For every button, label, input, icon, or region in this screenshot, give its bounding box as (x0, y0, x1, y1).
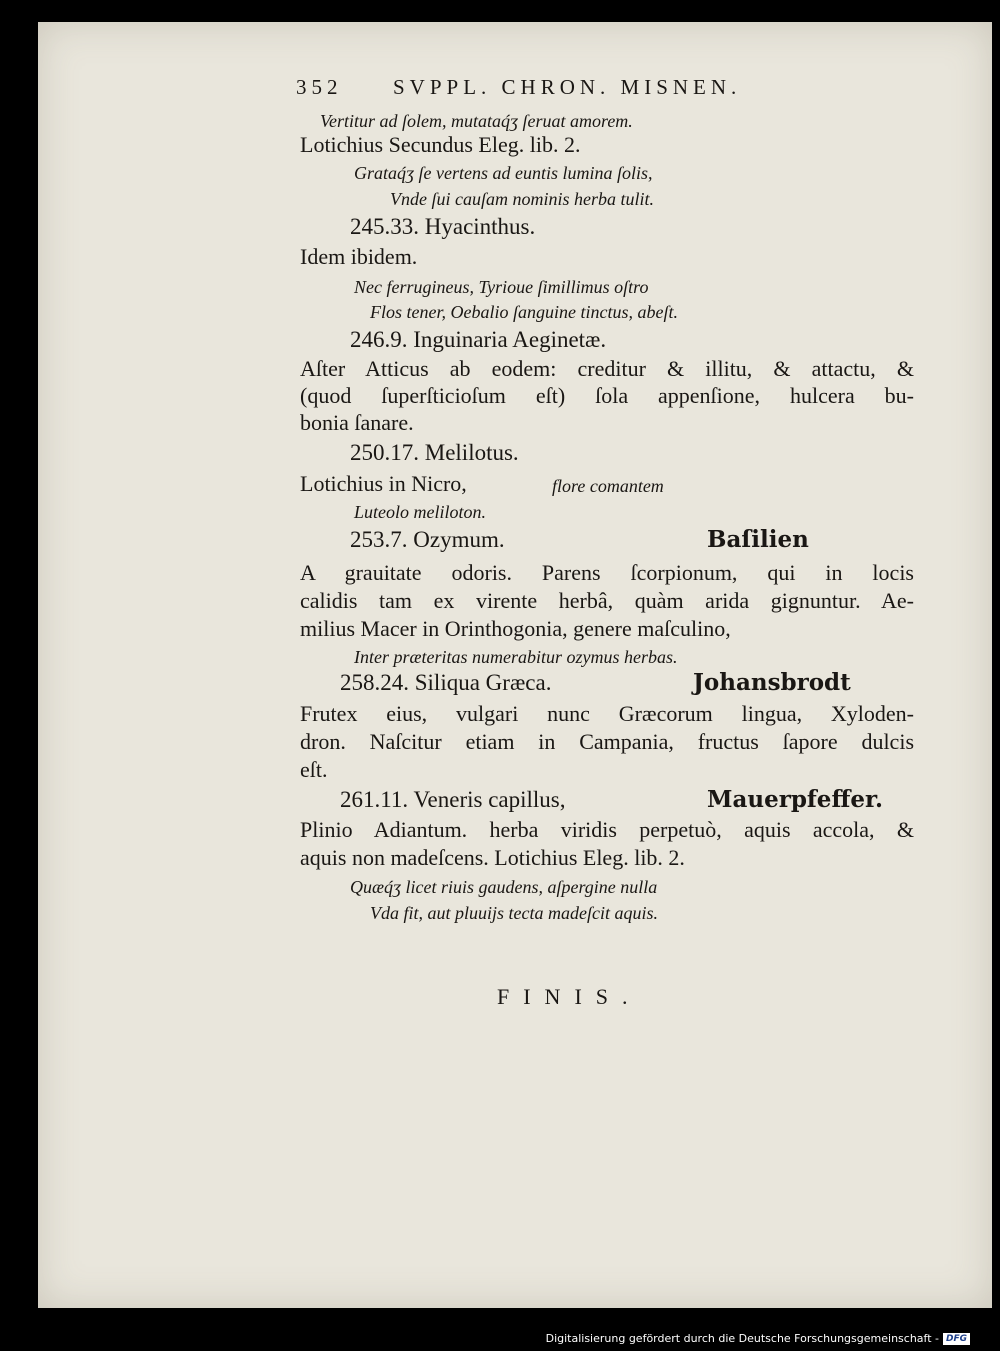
entry-heading: 250.17. Melilotus. (350, 440, 519, 465)
german-name: Johansbrodt (693, 669, 851, 696)
text-line: Lotichius Secundus Eleg. lib. 2. (300, 132, 581, 157)
entry-heading: 246.9. Inguinaria Aeginetæ. (350, 327, 607, 352)
text-line: Lotichius in Nicro, (300, 471, 467, 496)
text-line: dron. Naſcitur etiam in Campania, fructus ſapore dulcis (300, 729, 914, 754)
verse-line: Grataq́ʒ ſe vertens ad euntis lumina ſolis, (354, 163, 653, 183)
verse-line: Vertitur ad ſolem, mutataq́ʒ ſeruat amorem. (320, 111, 633, 131)
entry-heading: 245.33. Hyacinthus. (350, 214, 536, 239)
german-name: Mauerpfeffer. (707, 786, 883, 813)
book-page (38, 22, 992, 1308)
finis-line: FINIS. (497, 984, 642, 1009)
page-number: 352 (296, 75, 343, 99)
text-line: calidis tam ex virente herbâ, quàm arida gignuntur. Ae- (300, 588, 914, 613)
text-line: Idem ibidem. (300, 244, 418, 269)
text-line: milius Macer in Orinthogonia, genere maſculino, (300, 616, 731, 641)
german-name: Baſilien (707, 526, 809, 553)
text-line: Frutex eius, vulgari nunc Græcorum lingua, Xyloden- (300, 701, 914, 726)
verse-line: Quæq́ʒ licet riuis gaudens, aſpergine nulla (350, 877, 658, 897)
footer-credit: Digitalisierung gefördert durch die Deutsche Forschungsgemeinschaft - (545, 1332, 939, 1345)
digitization-footer (546, 1332, 970, 1345)
verse-line: Vda fit, aut pluuijs tecta madeſcit aquis. (370, 903, 658, 923)
verse-line: Inter præteritas numerabitur ozymus herbas. (354, 647, 678, 667)
text-line: bonia ſanare. (300, 410, 414, 435)
verse-line: Luteolo meliloton. (354, 502, 486, 522)
verse-line: flore comantem (552, 476, 664, 496)
text-line: A grauitate odoris. Parens ſcorpionum, qui in locis (300, 560, 914, 585)
verse-line: Vnde ſui cauſam nominis herba tulit. (390, 189, 654, 209)
verse-line: Nec ferrugineus, Tyrioue ſimillimus oſtro (354, 277, 649, 297)
dfg-logo-icon: DFG (943, 1333, 970, 1345)
verse-line: Flos tener, Oebalio ſanguine tinctus, abeſt. (370, 302, 678, 322)
entry-heading: 261.11. Veneris capillus, (340, 787, 566, 812)
text-line: aquis non madeſcens. Lotichius Eleg. lib. 2. (300, 845, 685, 870)
entry-heading: 253.7. Ozymum. (350, 527, 505, 552)
running-head-title: SVPPL. CHRON. MISNEN. (393, 75, 742, 99)
text-line: Aſter Atticus ab eodem: creditur & illitu, & attactu, & (300, 356, 914, 381)
text-line: Plinio Adiantum. herba viridis perpetuò, aquis accola, & (300, 817, 914, 842)
text-line: (quod ſuperſticioſum eſt) ſola appenſione, hulcera bu- (300, 383, 914, 408)
entry-heading: 258.24. Siliqua Græca. (340, 670, 552, 695)
text-line: eſt. (300, 757, 328, 782)
